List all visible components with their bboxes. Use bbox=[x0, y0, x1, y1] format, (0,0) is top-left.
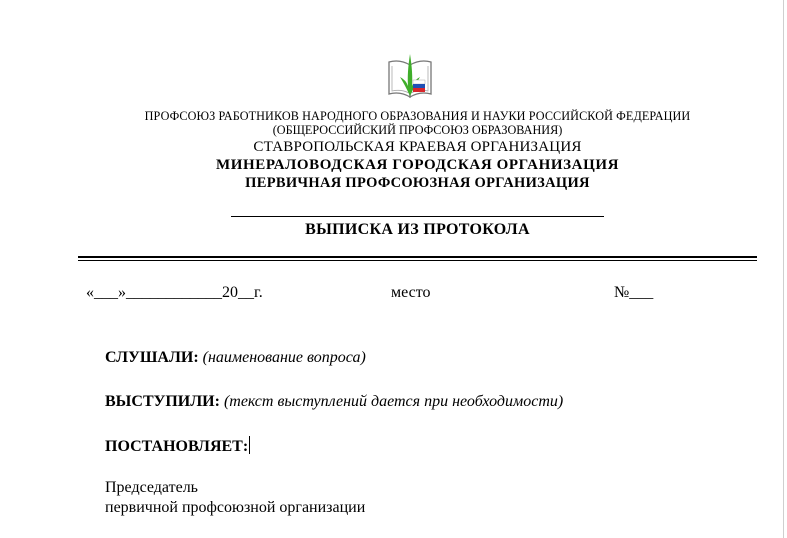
heard-text: (наименование вопроса) bbox=[202, 349, 366, 366]
header-line-union-short: (ОБЩЕРОССИЙСКИЙ ПРОФСОЮЗ ОБРАЗОВАНИЯ) bbox=[272, 123, 563, 137]
document-title: ВЫПИСКА ИЗ ПРОТОКОЛА bbox=[305, 221, 530, 238]
place-field[interactable]: место bbox=[391, 284, 431, 301]
protocol-number-field[interactable]: №___ bbox=[614, 284, 654, 301]
resolves-section[interactable] bbox=[105, 436, 250, 456]
chairman-label: Председатель bbox=[105, 479, 198, 496]
header-line-city: МИНЕРАЛОВОДСКАЯ ГОРОДСКАЯ ОРГАНИЗАЦИЯ bbox=[215, 157, 620, 173]
text-cursor bbox=[249, 436, 250, 454]
chairman-org-label: первичной профсоюзной организации bbox=[105, 499, 366, 516]
union-logo-icon bbox=[386, 50, 434, 106]
spoke-text: (текст выступлений дается при необходимости) bbox=[223, 393, 564, 410]
heard-label: СЛУШАЛИ: bbox=[105, 349, 199, 366]
organization-name-underline bbox=[231, 216, 604, 217]
double-rule-bottom bbox=[78, 260, 757, 261]
header-line-union: ПРОФСОЮЗ РАБОТНИКОВ НАРОДНОГО ОБРАЗОВАНИЯ И НАУКИ РОССИЙСКОЙ ФЕДЕРАЦИИ bbox=[144, 109, 691, 123]
heard-section[interactable] bbox=[105, 349, 366, 367]
resolves-label: ПОСТАНОВЛЯЕТ: bbox=[105, 438, 249, 455]
header-line-regional: СТАВРОПОЛЬСКАЯ КРАЕВАЯ ОРГАНИЗАЦИЯ bbox=[253, 139, 582, 155]
page-edge bbox=[783, 0, 784, 538]
spoke-label: ВЫСТУПИЛИ: bbox=[105, 393, 220, 410]
double-rule-top bbox=[78, 256, 757, 258]
header-line-primary: ПЕРВИЧНАЯ ПРОФСОЮЗНАЯ ОРГАНИЗАЦИЯ bbox=[245, 175, 590, 191]
date-field[interactable]: «___»____________20__г. bbox=[86, 284, 263, 301]
spoke-section[interactable] bbox=[105, 393, 563, 411]
